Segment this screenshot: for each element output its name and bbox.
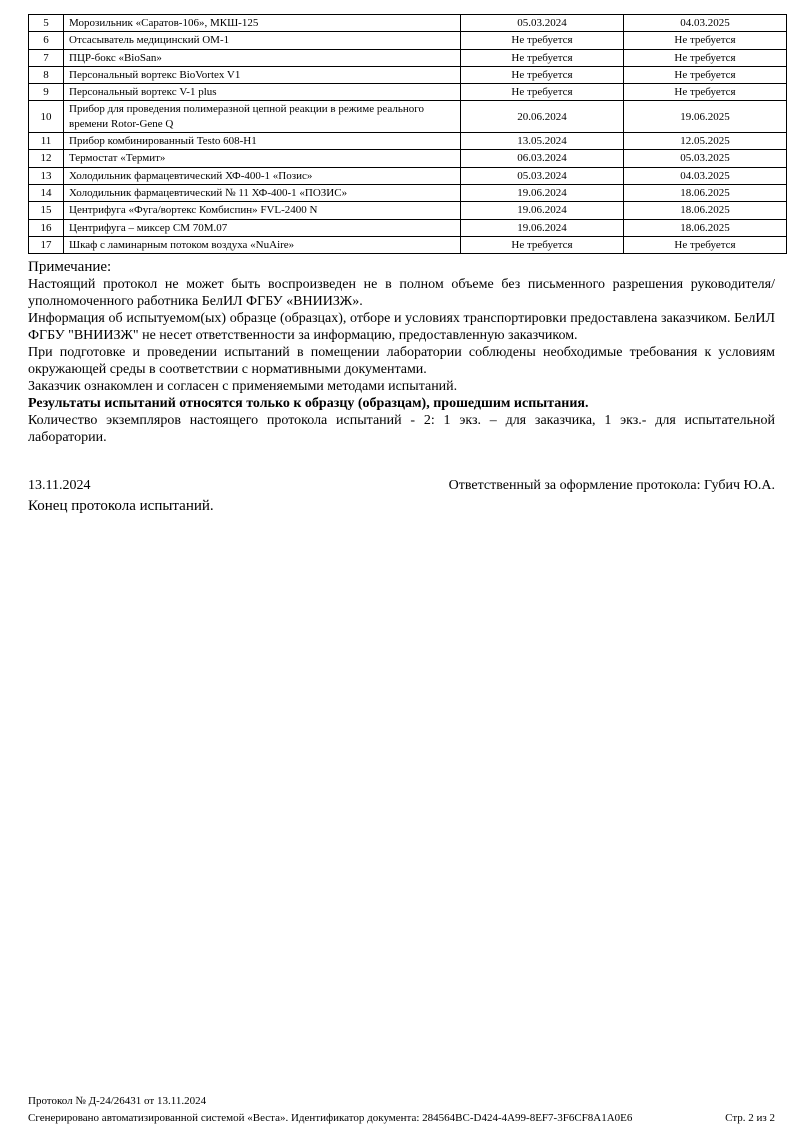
note-paragraph-results: Результаты испытаний относятся только к образцу (образцам), прошедшим испытания. — [28, 396, 589, 412]
note-paragraph: Количество экземпляров настоящего протокола испытаний - 2: 1 экз. – для заказчика, 1 экз.- для испытательной лаборатории. — [28, 413, 775, 446]
note-paragraph: Информация об испытуемом(ых) образце (образцах), отборе и условиях транспортировки предоставлена заказчиком. БелИЛ ФГБУ "ВНИИЗЖ" не несет ответственности за информацию, предоставленную заказчиком. — [28, 311, 775, 344]
valid-until-date: 18.06.2025 — [624, 184, 787, 201]
note-paragraph: При подготовке и проведении испытаний в помещении лаборатории соблюдены необходимые требования к условиям окружающей среды в соответствии с нормативными документами. — [28, 345, 775, 378]
row-number: 5 — [29, 15, 64, 32]
row-number: 12 — [29, 150, 64, 167]
equipment-name: Центрифуга – миксер СМ 70М.07 — [64, 219, 461, 236]
equipment-name: Отсасыватель медицинский ОМ-1 — [64, 32, 461, 49]
table-row — [29, 167, 787, 184]
signoff-date: 13.11.2024 — [28, 478, 91, 494]
valid-until-date: Не требуется — [624, 49, 787, 66]
equipment-table-body — [29, 15, 787, 254]
equipment-name: Термостат «Термит» — [64, 150, 461, 167]
page-footer — [28, 1094, 775, 1126]
verification-date: Не требуется — [461, 236, 624, 253]
equipment-name: Прибор комбинированный Testo 608-H1 — [64, 133, 461, 150]
row-number: 11 — [29, 133, 64, 150]
valid-until-date: 18.06.2025 — [624, 219, 787, 236]
footer-protocol-number: Протокол № Д-24/26431 от 13.11.2024 — [28, 1095, 207, 1107]
row-number: 14 — [29, 184, 64, 201]
row-number: 16 — [29, 219, 64, 236]
valid-until-date: Не требуется — [624, 84, 787, 101]
row-number: 15 — [29, 202, 64, 219]
table-row — [29, 184, 787, 201]
verification-date: 06.03.2024 — [461, 150, 624, 167]
equipment-name: Прибор для проведения полимеразной цепной реакции в режиме реального времени Rotor-Gene Q — [64, 101, 461, 133]
equipment-name: Морозильник «Саратов-106», МКШ-125 — [64, 15, 461, 32]
verification-date: 20.06.2024 — [461, 101, 624, 133]
table-row — [29, 133, 787, 150]
table-row — [29, 236, 787, 253]
verification-date: 19.06.2024 — [461, 184, 624, 201]
valid-until-date: 18.06.2025 — [624, 202, 787, 219]
valid-until-date: 04.03.2025 — [624, 15, 787, 32]
row-number: 9 — [29, 84, 64, 101]
valid-until-date: Не требуется — [624, 236, 787, 253]
row-number: 6 — [29, 32, 64, 49]
equipment-name: Персональный вортекс BioVortex V1 — [64, 66, 461, 83]
row-number: 10 — [29, 101, 64, 133]
equipment-name: Шкаф с ламинарным потоком воздуха «NuAire» — [64, 236, 461, 253]
valid-until-date: 12.05.2025 — [624, 133, 787, 150]
note-paragraph: Заказчик ознакомлен и согласен с применяемыми методами испытаний. — [28, 379, 458, 395]
footer-generated-info: Сгенерировано автоматизированной системой «Веста». Идентификатор документа: 284564BC-D424-4A99-8EF7-3F6CF8A1A0E6 — [28, 1112, 633, 1124]
valid-until-date: 19.06.2025 — [624, 101, 787, 133]
valid-until-date: Не требуется — [624, 66, 787, 83]
table-row — [29, 15, 787, 32]
verification-date: Не требуется — [461, 32, 624, 49]
end-of-protocol: Конец протокола испытаний. — [28, 498, 214, 515]
signoff-responsible: Ответственный за оформление протокола: Губич Ю.А. — [448, 478, 775, 494]
notes-section — [28, 259, 775, 446]
table-row — [29, 32, 787, 49]
table-row — [29, 101, 787, 133]
verification-date: 19.06.2024 — [461, 219, 624, 236]
signoff-row — [28, 477, 775, 494]
verification-date: Не требуется — [461, 49, 624, 66]
row-number: 8 — [29, 66, 64, 83]
valid-until-date: 04.03.2025 — [624, 167, 787, 184]
row-number: 7 — [29, 49, 64, 66]
equipment-name: ПЦР-бокс «BioSan» — [64, 49, 461, 66]
valid-until-date: 05.03.2025 — [624, 150, 787, 167]
table-row — [29, 202, 787, 219]
table-row — [29, 219, 787, 236]
row-number: 17 — [29, 236, 64, 253]
row-number: 13 — [29, 167, 64, 184]
valid-until-date: Не требуется — [624, 32, 787, 49]
table-row — [29, 49, 787, 66]
table-row — [29, 150, 787, 167]
table-row — [29, 84, 787, 101]
footer-page-number: Стр. 2 из 2 — [725, 1112, 775, 1124]
verification-date: 05.03.2024 — [461, 167, 624, 184]
note-paragraph: Настоящий протокол не может быть воспроизведен не в полном объеме без письменного разрешения руководителя/уполномоченного работника БелИЛ ФГБУ «ВНИИЗЖ». — [28, 277, 775, 310]
equipment-name: Центрифуга «Фуга/вортекс Комбиспин» FVL-2400 N — [64, 202, 461, 219]
verification-date: 13.05.2024 — [461, 133, 624, 150]
footer-bottom-row — [28, 1111, 775, 1126]
verification-date: Не требуется — [461, 66, 624, 83]
verification-date: Не требуется — [461, 84, 624, 101]
verification-date: 05.03.2024 — [461, 15, 624, 32]
verification-date: 19.06.2024 — [461, 202, 624, 219]
equipment-name: Холодильник фармацевтический ХФ-400-1 «Позис» — [64, 167, 461, 184]
table-row — [29, 66, 787, 83]
equipment-table — [28, 14, 787, 254]
notes-heading: Примечание: — [28, 259, 112, 276]
equipment-name: Персональный вортекс V-1 plus — [64, 84, 461, 101]
equipment-name: Холодильник фармацевтический № 11 ХФ-400-1 «ПОЗИС» — [64, 184, 461, 201]
